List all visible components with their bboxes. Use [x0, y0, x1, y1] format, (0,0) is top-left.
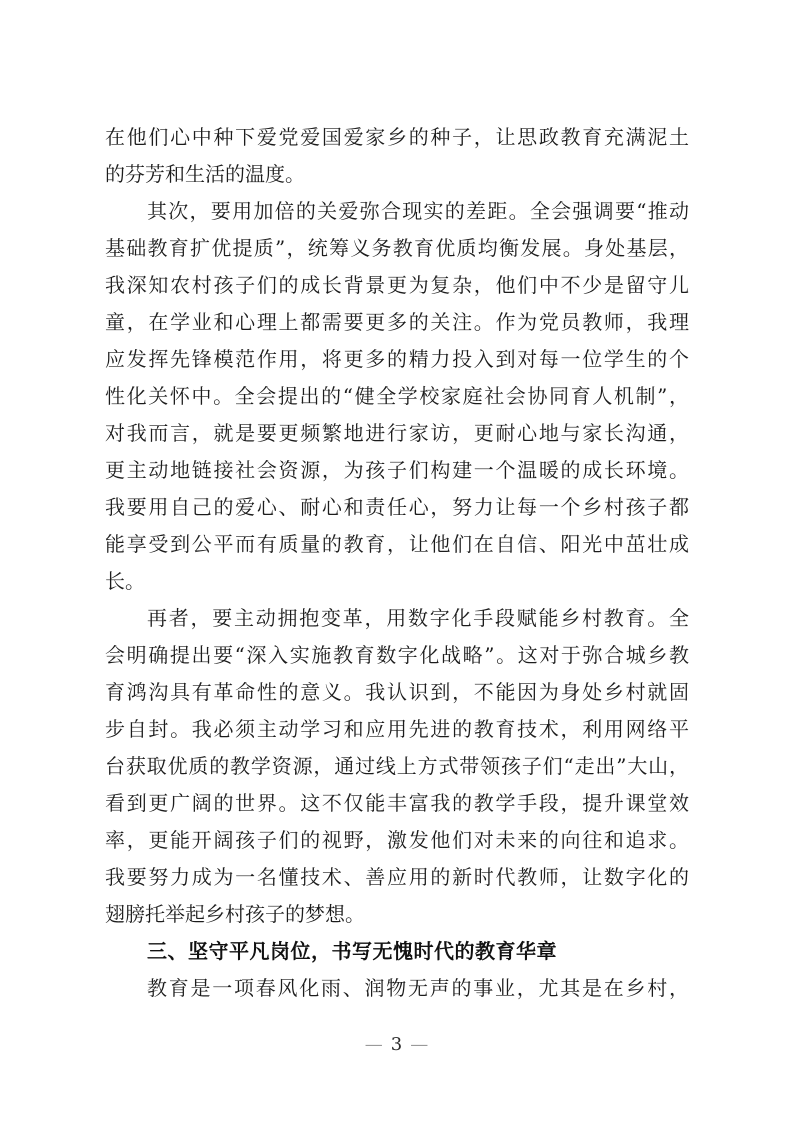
body-text-line: 会明确提出要“深入实施教育数字化战略”。这对于弥合城乡教: [105, 643, 689, 667]
footer-dash-left: —: [364, 1034, 383, 1055]
body-text-line: 率，更能开阔孩子们的视野，激发他们对未来的向往和追求。: [105, 828, 689, 852]
body-text-line: 其次，要用加倍的关爱弥合现实的差距。全会强调要“推动: [147, 199, 689, 223]
body-text-line: 应发挥先锋模范作用，将更多的精力投入到对每一位学生的个: [105, 347, 689, 371]
page-footer: [0, 1032, 793, 1058]
body-text-line: 再者，要主动拥抱变革，用数字化手段赋能乡村教育。全: [147, 606, 689, 630]
body-text-line: 的芬芳和生活的温度。: [105, 162, 305, 186]
body-text-line: 对我而言，就是要更频繁地进行家访，更耐心地与家长沟通，: [105, 421, 689, 445]
body-text-line: 在他们心中种下爱党爱国爱家乡的种子，让思政教育充满泥土: [105, 125, 689, 149]
body-text-line: 育鸿沟具有革命性的意义。我认识到，不能因为身处乡村就固: [105, 680, 689, 704]
document-body: [105, 119, 689, 1007]
body-text-line: 步自封。我必须主动学习和应用先进的教育技术，利用网络平: [105, 717, 689, 741]
footer-dash-right: —: [410, 1034, 429, 1055]
section-heading: 三、坚守平凡岗位，书写无愧时代的教育华章: [147, 939, 557, 963]
body-text-line: 我要用自己的爱心、耐心和责任心，努力让每一个乡村孩子都: [105, 495, 689, 519]
body-text-line: 教育是一项春风化雨、润物无声的事业，尤其是在乡村，: [147, 976, 689, 1000]
body-text-line: 更主动地链接社会资源，为孩子们构建一个温暖的成长环境。: [105, 458, 689, 482]
body-text-line: 能享受到公平而有质量的教育，让他们在自信、阳光中茁壮成: [105, 532, 689, 556]
page-number: 3: [390, 1034, 403, 1055]
body-text-line: 基础教育扩优提质”，统筹义务教育优质均衡发展。身处基层，: [105, 236, 689, 260]
body-text-line: 翅膀托举起乡村孩子的梦想。: [105, 902, 365, 926]
body-text-line: 童，在学业和心理上都需要更多的关注。作为党员教师，我理: [105, 310, 689, 334]
body-text-line: 长。: [105, 569, 145, 593]
body-text-line: 我深知农村孩子们的成长背景更为复杂，他们中不少是留守儿: [105, 273, 689, 297]
body-text-line: 性化关怀中。全会提出的“健全学校家庭社会协同育人机制”，: [105, 384, 689, 408]
body-text-line: 台获取优质的教学资源，通过线上方式带领孩子们“走出”大山，: [105, 754, 689, 778]
body-text-line: 我要努力成为一名懂技术、善应用的新时代教师，让数字化的: [105, 865, 689, 889]
body-text-line: 看到更广阔的世界。这不仅能丰富我的教学手段，提升课堂效: [105, 791, 689, 815]
